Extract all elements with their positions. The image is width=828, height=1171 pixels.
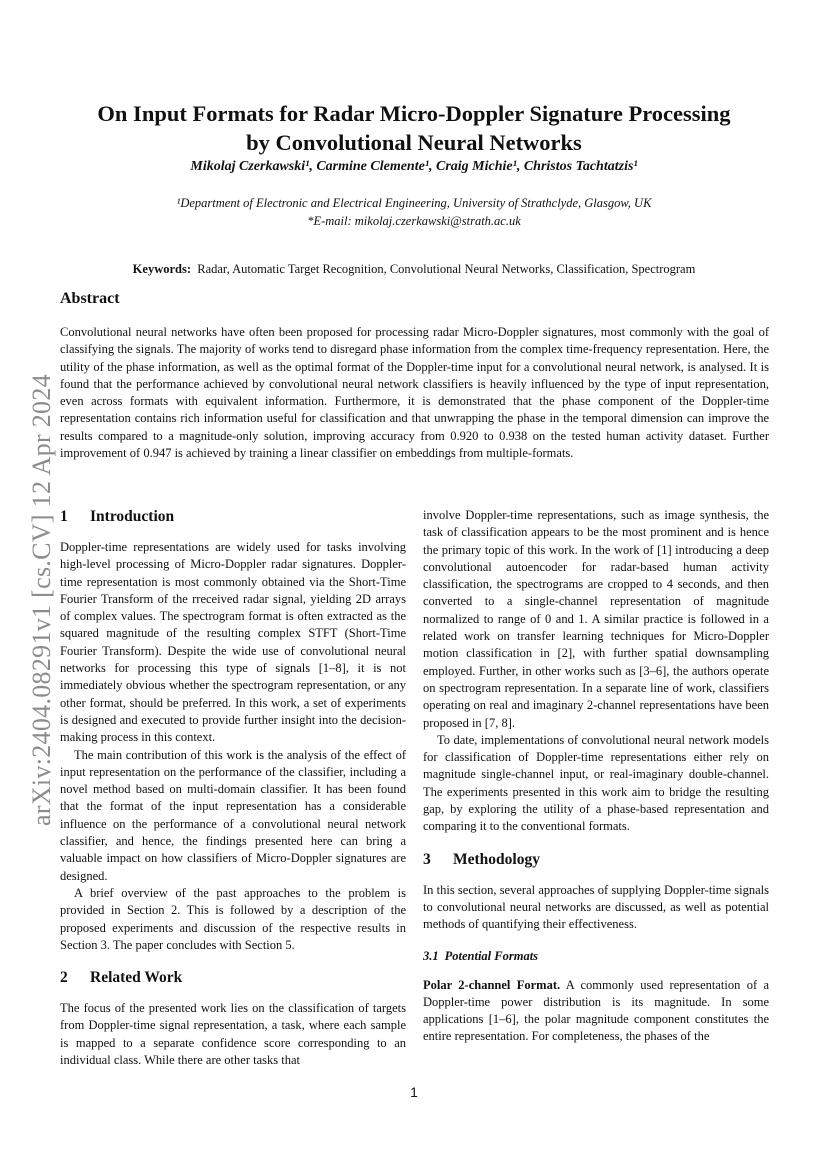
run-in-heading: Polar 2-channel Format. — [423, 977, 561, 992]
methodology-paragraph-2 — [423, 977, 769, 1046]
keywords-label: Keywords: — [132, 262, 191, 276]
related-work-paragraph-1-continued: involve Doppler-time representations, such as image synthesis, the task of classification appears to be the most prominent and is hence the primary topic of this work. In the work of [1] introducing a deep convolutional autoencoder for radar-based human activity classification, the spectrograms are cropped to 4 seconds, and then converted to a single-channel representation of magnitude normalized to range of 0 and 1. A similar practice is followed in a related work on transfer learning techniques for Micro-Doppler motion classification in [2], with further spatial downsampling employed. Further, in other works such as [3–6], the authors operate on spectrogram representation. In a separate line of work, classifiers operating on real and imaginary 2-channel representations have been proposed in [7, 8]. — [423, 508, 769, 730]
keywords-line — [60, 261, 768, 277]
intro-paragraph-1: Doppler-time representations are widely used for tasks involving high-level processing of Micro-Doppler radar signatures. Doppler-time representation is most commonly obtained via the Short-Time Fourier Transform of the rreceived radar signal, yielding 2D arrays of complex values. The spectrogram format is often extracted as the squared magnitude of the resulting complex STFT (Short-Time Fourier Transform). Despite the wide use of convolutional neural networks for processing this type of signals [1–8], it is not immediately obvious whether the spectrogram representation, or any other format, should be preferred. In this work, a set of experiments is designed and executed to provide further insight into the decision-making process in this context. — [60, 540, 406, 745]
intro-paragraph-2: The main contribution of this work is the analysis of the effect of input representation on the performance of the classifier, including a novel method based on multi-domain classifier. It has been found that the format of the input representation has a considerable influence on the performance of a convolutional neural network classifier, and hence, the findings presented here can bring a valuable impact on how classifiers of Micro-Doppler signatures are designed. — [60, 747, 406, 883]
related-work-paragraph-1: The focus of the presented work lies on the classification of targets from Doppler-time signal representation, a task, where each sample is mapped to a separate confidence score corresponding to an individual class. While there are other tasks that — [60, 1001, 406, 1068]
paper-title: On Input Formats for Radar Micro-Doppler Signature Processing by Convolutional Neural Networks — [97, 101, 731, 155]
arxiv-stamp-text: arXiv:2404.08291v1 [cs.CV] 12 Apr 2024 — [27, 374, 56, 826]
section-heading-methodology — [423, 850, 769, 870]
intro-paragraph-3: A brief overview of the past approaches to the problem is provided in Section 2. This is followed by a description of the proposed experiments and discussion of the respective results in Section 3. The paper concludes with Section 5. — [60, 885, 406, 952]
affiliation: ¹Department of Electronic and Electrical Engineering, University of Strathclyde, Glasgow, UK — [176, 196, 652, 210]
subsection-number: 3.1 — [423, 948, 439, 963]
contact-email: *E-mail: mikolaj.czerkawski@strath.ac.uk — [307, 214, 521, 228]
keywords-text: Radar, Automatic Target Recognition, Convolutional Neural Networks, Classification, Spectrogram — [197, 262, 696, 276]
abstract-text: Convolutional neural networks have often been proposed for processing radar Micro-Doppler signatures, most commonly with the goal of classifying the signals. The majority of works tend to disregard phase information from the complex time-frequency representation. Here, the utility of the phase information, as well as the optimal format of the Doppler-time input for a convolutional neural network, is analysed. It is found that the performance achieved by convolutional neural network classifiers is heavily influenced by the type of input representation, even across formats with equivalent information. Furthermore, it is demonstrated that the phase component of the Doppler-time representation contains rich information useful for classification and that unwrapping the phase in the temporal dimension can improve the results compared to a magnitude-only solution, improving accuracy from 0.920 to 0.938 on the tested human activity dataset. Further improvement of 0.947 is achieved by training a linear classifier on embeddings from multiple-formats. — [60, 325, 769, 461]
methodology-paragraph-1: In this section, several approaches of supplying Doppler-time signals to convolutional neural networks are discussed, as well as potential methods of quantifying their effectiveness. — [423, 882, 769, 932]
related-work-paragraph-2: To date, implementations of convolutional neural network models for classification of Doppler-time representations either rely on magnitude single-channel input, or real-imaginary double-channel. The experiments presented in this work aim to bridge the resulting gap, by exploring the utility of a phase-based representation and comparing it to the conventional formats. — [423, 732, 769, 834]
left-column — [60, 507, 406, 1069]
author-list: Mikolaj Czerkawski¹, Carmine Clemente¹, Craig Michie¹, Christos Tachtatzis¹ — [190, 159, 638, 174]
section-title: Related Work — [90, 969, 183, 987]
subsection-heading-potential-formats — [423, 948, 769, 965]
subsection-title: Potential Formats — [444, 948, 539, 963]
section-number: 1 — [60, 508, 68, 525]
section-title: Introduction — [90, 508, 175, 525]
abstract-heading: Abstract — [60, 290, 120, 307]
section-heading-related-work — [60, 968, 406, 988]
methodology-paragraph-2-text: A commonly used representation of a Doppler-time power distribution is its magnitude. In some applications [1–6], the polar magnitude component constitutes the entire representation. For completeness, the phases of the — [423, 977, 770, 1044]
right-column — [423, 507, 769, 1046]
section-number: 3 — [423, 850, 431, 868]
section-title: Methodology — [453, 850, 540, 868]
page-number: 1 — [410, 1084, 418, 1100]
section-number: 2 — [60, 969, 68, 987]
section-heading-introduction — [60, 507, 406, 527]
affiliation-block — [90, 194, 738, 230]
